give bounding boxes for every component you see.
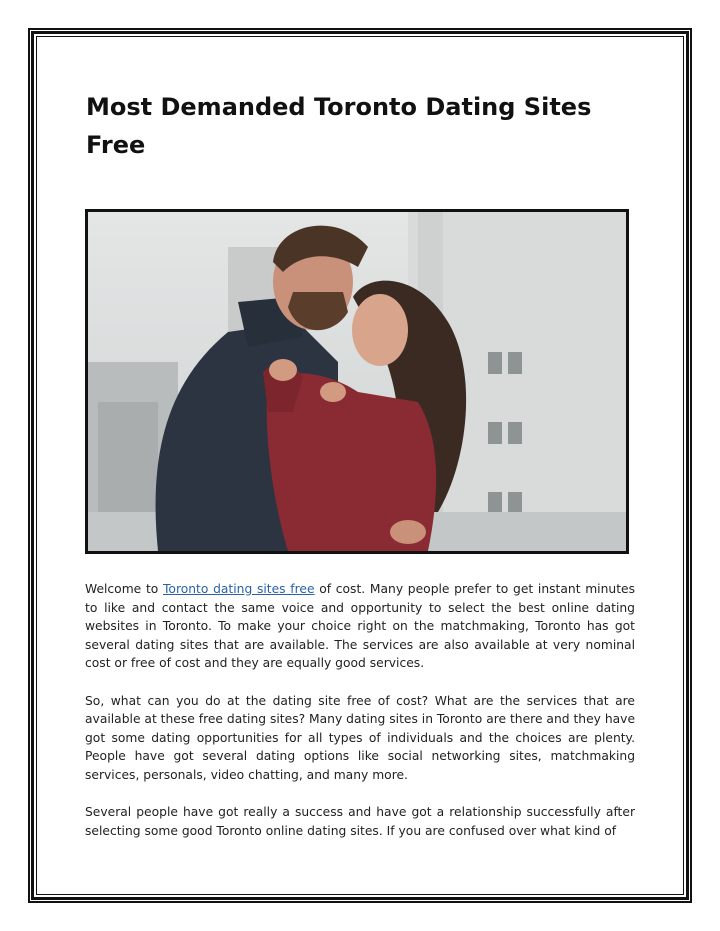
paragraph-2: So, what can you do at the dating site free of cost? What are the services that are available at these free dating sites? Many dating sites in Toronto are there and they have got some dating opportunities for all types of individuals and the choices are plenty. People have got several dating options like social networking sites, matchmaking services, personals, video chatting, and many more. — [85, 693, 636, 782]
couple-photo — [85, 209, 629, 554]
paragraph-1 — [85, 580, 635, 673]
toronto-dating-sites-free-link[interactable]: Toronto dating sites free — [163, 582, 315, 596]
paragraph-1-intro: Welcome to — [85, 582, 163, 596]
paragraph-1-rest: of cost. Many people prefer to get instant minutes to like and contact the same voice and opportunity to select the best online dating websites in Toronto. To make your choice right on the matchmaking, Toronto has got several dating sites that are available. The services are also available at very nominal cost or free of cost and they are equally good services. — [85, 582, 635, 670]
couple-photo-illustration — [88, 212, 626, 551]
page-title: Most Demanded Toronto Dating Sites Free — [86, 93, 592, 159]
article-body — [85, 580, 635, 859]
paragraph-3: Several people have got really a success and have got a relationship successfully after selecting some good Toronto online dating sites. If you are confused over what kind of — [85, 805, 635, 838]
